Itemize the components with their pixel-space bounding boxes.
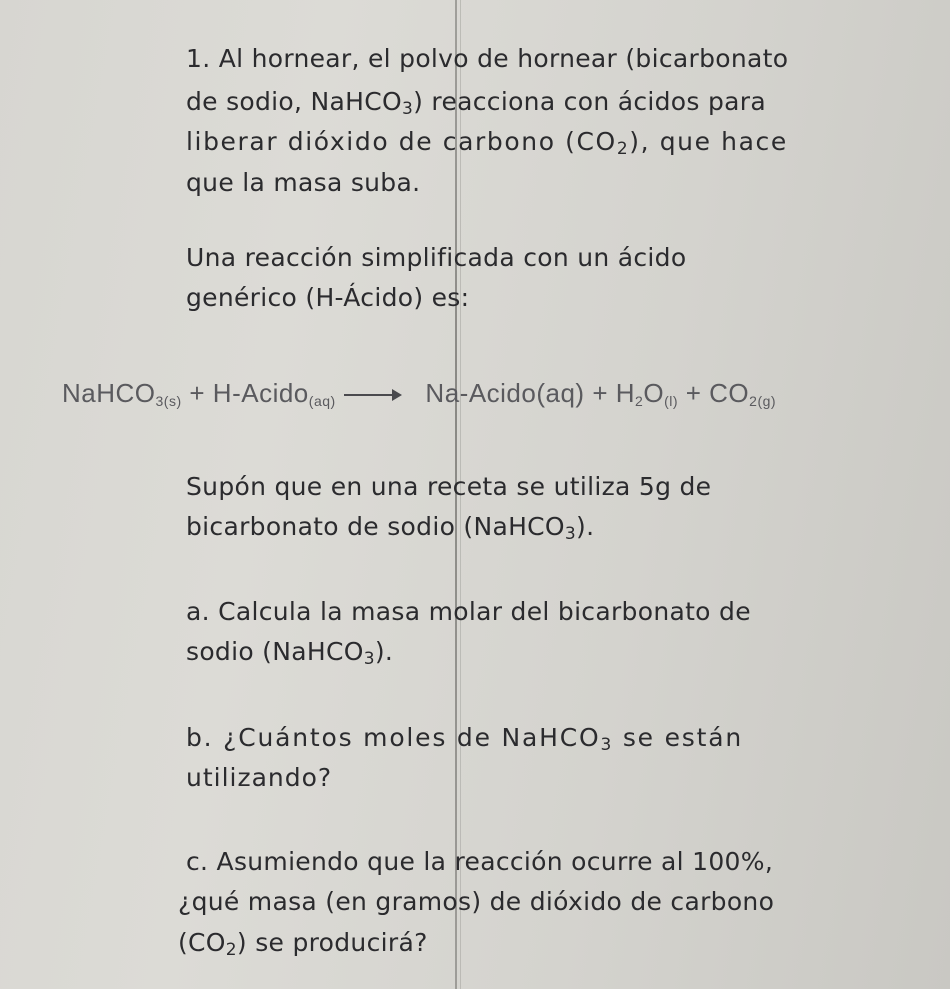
eq-product-water-subscript: 2 <box>635 393 644 409</box>
question-a-line-2-subscript: 3 <box>363 649 375 669</box>
intro-line-2-tail: ) reacciona con ácidos para <box>413 87 766 116</box>
intro-line-2-text: de sodio, NaHCO <box>186 87 402 116</box>
question-a-line-2-tail: ). <box>374 637 394 666</box>
eq-plus: + <box>189 378 206 408</box>
eq-product-water-state: (l) <box>664 393 678 409</box>
question-a-line-1: a. Calcula la masa molar del bicarbonato de <box>186 597 751 626</box>
question-c-line-3-text: (CO <box>178 928 226 957</box>
intro-line-3-tail: ), que hace <box>629 127 788 156</box>
question-b-line-1 <box>186 723 743 760</box>
question-b-line-1-text: b. ¿Cuántos moles de NaHCO <box>186 723 601 752</box>
scenario-line-2-text: bicarbonato de sodio (NaHCO <box>186 512 565 541</box>
intro-line-4: que la masa suba. <box>186 168 421 197</box>
intro-line-3 <box>186 127 788 164</box>
reaction-intro-line-2: genérico (H-Ácido) es: <box>186 283 470 312</box>
intro-line-1: 1. Al hornear, el polvo de hornear (bicarbonato <box>186 44 789 73</box>
eq-reactant-nahco3-state: 3(s) <box>155 393 182 409</box>
reaction-arrow-icon <box>344 394 400 396</box>
reaction-intro-line-1: Una reacción simplificada con un ácido <box>186 243 687 272</box>
intro-line-2-subscript: 3 <box>401 99 414 119</box>
eq-product-co2: CO <box>709 378 750 408</box>
question-c-line-1: c. Asumiendo que la reacción ocurre al 100%, <box>186 847 774 876</box>
question-b-line-2: utilizando? <box>186 763 333 792</box>
question-a-line-2-text: sodio (NaHCO <box>186 637 364 666</box>
scenario-line-2-tail: ). <box>576 512 595 541</box>
intro-line-3-text: liberar dióxido de carbono (CO <box>186 127 617 156</box>
chemical-equation <box>62 378 776 416</box>
eq-product-na-acido: Na-Acido(aq) <box>425 378 585 408</box>
eq-plus: + <box>592 378 609 408</box>
question-b-line-1-tail: se están <box>613 723 743 752</box>
eq-product-water-h: H <box>615 378 636 408</box>
scenario-line-2-subscript: 3 <box>564 524 577 544</box>
question-c-line-3-subscript: 2 <box>225 940 237 960</box>
question-c-line-3-tail: ) se producirá? <box>236 928 428 957</box>
eq-reactant-h-acido-state: (aq) <box>308 393 336 409</box>
eq-reactant-nahco3: NaHCO <box>62 378 156 408</box>
eq-product-water-o: O <box>643 378 665 408</box>
question-c-line-2: ¿qué masa (en gramos) de dióxido de carbono <box>178 887 775 916</box>
question-c-line-3 <box>178 928 428 965</box>
intro-line-2 <box>186 87 766 124</box>
question-b-line-1-subscript: 3 <box>600 735 614 755</box>
eq-reactant-h-acido: H-Acido <box>212 378 309 408</box>
question-a-line-2 <box>186 637 393 674</box>
intro-line-3-subscript: 2 <box>616 139 630 159</box>
scenario-line-2 <box>186 512 594 549</box>
scenario-line-1: Supón que en una receta se utiliza 5g de <box>186 472 712 501</box>
eq-product-co2-state: 2(g) <box>749 393 777 409</box>
eq-plus: + <box>685 378 702 408</box>
